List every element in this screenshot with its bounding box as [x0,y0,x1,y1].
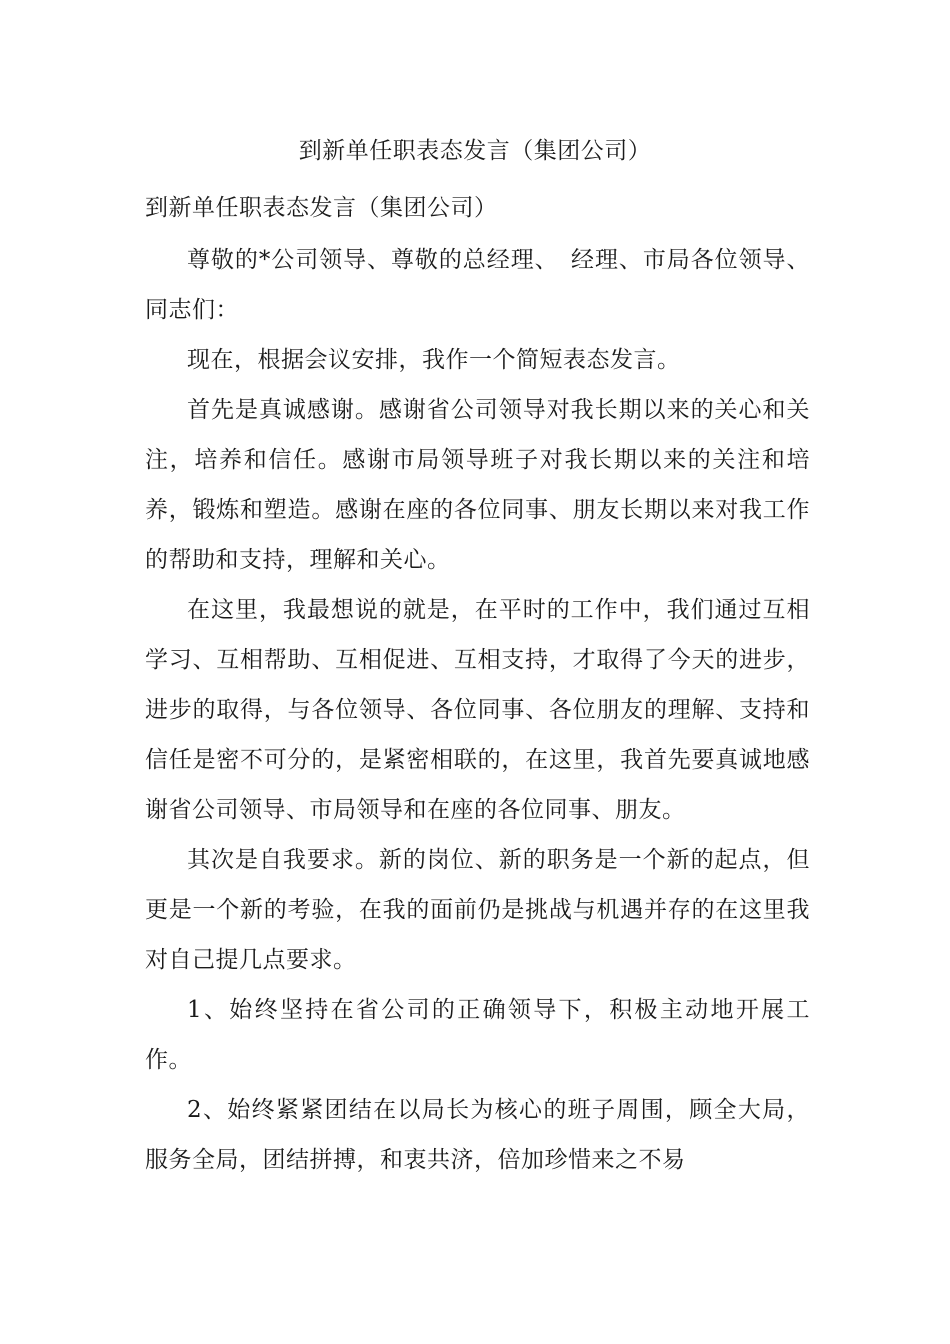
paragraph-requirement-1: 1、始终坚持在省公司的正确领导下，积极主动地开展工作。 [145,997,810,1073]
paragraph-thanks: 首先是真诚感谢。感谢省公司领导对我长期以来的关心和关注，培养和信任。感谢市局领导班子对我长期以来的关注和培养，锻炼和塑造。感谢在座的各位同事、朋友长期以来对我工作的帮助和支持，理解和关心。 [145,397,810,573]
paragraph-self-requirements: 其次是自我要求。新的岗位、新的职务是一个新的起点，但更是一个新的考验，在我的面前仍是挑战与机遇并存的在这里我对自己提几点要求。 [145,847,810,973]
document-title: 到新单任职表态发言（集团公司） [298,138,652,164]
paragraph-requirement-2: 2、始终紧紧团结在以局长为核心的班子周围，顾全大局，服务全局，团结拼搏，和衷共济，倍加珍惜来之不易 [145,1097,810,1173]
paragraph-reflection: 在这里，我最想说的就是，在平时的工作中，我们通过互相学习、互相帮助、互相促进、互相支持，才取得了今天的进步，进步的取得，与各位领导、各位同事、各位朋友的理解、支持和信任是密不可分的，是紧密相联的，在这里，我首先要真诚地感谢省公司领导、市局领导和在座的各位同事、朋友。 [145,597,810,823]
paragraph-intro: 现在，根据会议安排，我作一个简短表态发言。 [187,347,681,373]
paragraph-salutation: 尊敬的*公司领导、尊敬的总经理、 经理、市局各位领导、同志们： [145,247,810,323]
document-body [145,183,810,1185]
document-subtitle: 到新单任职表态发言（集团公司） [145,195,498,221]
